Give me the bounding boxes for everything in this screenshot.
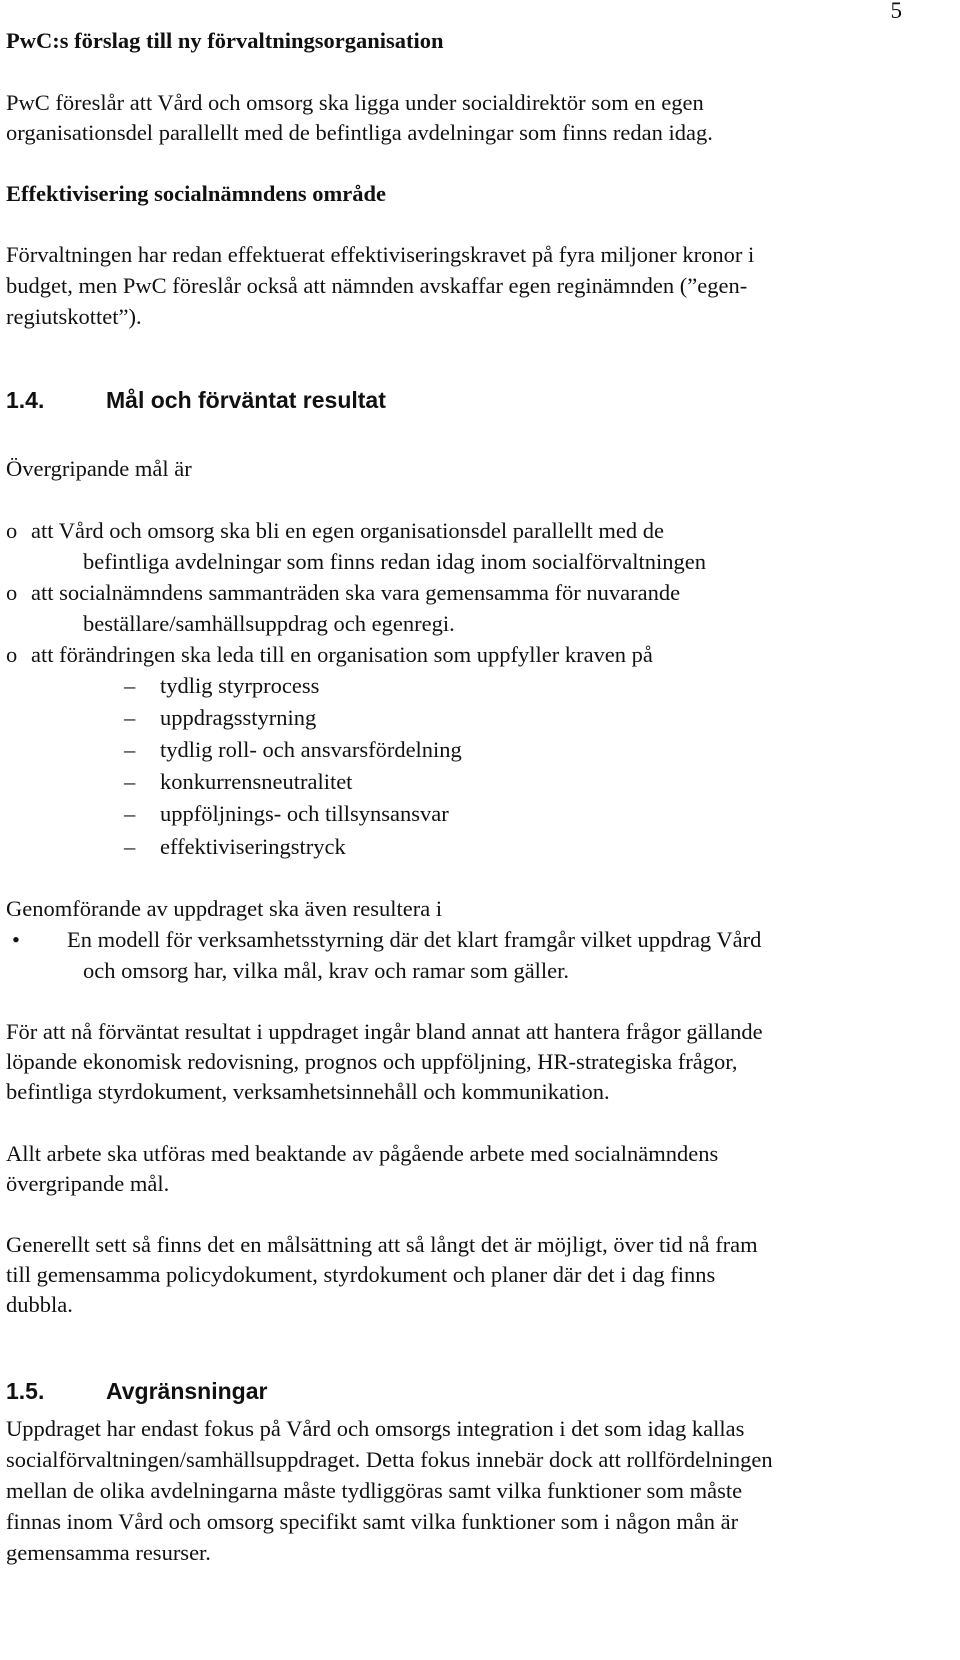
effektivisering-heading: Effektivisering socialnämndens område <box>6 181 386 206</box>
dash-marker: – <box>124 737 136 762</box>
implementation-intro: Genomförande av uppdraget ska även resultera i <box>6 896 443 921</box>
eff-para-line-1: Förvaltningen har redan effektuerat effektiviseringskravet på fyra miljoner kronor i <box>6 242 755 267</box>
sub-item <box>124 766 352 798</box>
page-number: 5 <box>890 0 902 23</box>
goals-intro: Övergripande mål är <box>6 456 192 481</box>
sub-item <box>124 702 316 734</box>
list-marker: o <box>6 518 18 543</box>
goal-line: att Vård och omsorg ska bli en egen organisationsdel parallellt med de <box>31 518 664 543</box>
implementation-bullet <box>12 924 761 956</box>
result-para-line-3: befintliga styrdokument, verksamhetsinnehåll och kommunikation. <box>6 1079 610 1104</box>
sub-item-text: uppföljnings- och tillsynsansvar <box>160 801 449 826</box>
scope-para-line-5: gemensamma resurser. <box>6 1540 211 1565</box>
dash-marker: – <box>124 769 136 794</box>
work-para-line-2: övergripande mål. <box>6 1171 170 1196</box>
scope-para-line-3: mellan de olika avdelningarna måste tydliggöras samt vilka funktioner som måste <box>6 1478 743 1503</box>
section-title: Avgränsningar <box>106 1378 268 1404</box>
scope-para-line-4: finnas inom Vård och omsorg specifikt samt vilka funktioner som i någon mån är <box>6 1509 739 1534</box>
sub-item-text: effektiviseringstryck <box>160 834 346 859</box>
result-para-line-2: löpande ekonomisk redovisning, prognos och uppföljning, HR-strategiska frågor, <box>6 1049 738 1074</box>
goal-item-1 <box>6 515 664 547</box>
general-para-line-1: Generellt sett så finns det en målsättning att så långt det är möjligt, över tid nå fram <box>6 1232 758 1257</box>
sub-item-text: tydlig styrprocess <box>160 673 320 698</box>
result-para-line-1: För att nå förväntat resultat i uppdraget ingår bland annat att hantera frågor gällande <box>6 1019 763 1044</box>
list-marker: o <box>6 642 18 667</box>
goal-item-2-cont: beställare/samhällsuppdrag och egenregi. <box>83 611 455 636</box>
dash-marker: – <box>124 801 136 826</box>
dash-marker: – <box>124 673 136 698</box>
sub-item-text: konkurrensneutralitet <box>160 769 353 794</box>
goal-item-3 <box>6 639 653 671</box>
goal-item-2 <box>6 577 680 609</box>
section-title: Mål och förväntat resultat <box>106 387 386 413</box>
bullet-line: En modell för verksamhetsstyrning där det klart framgår vilket uppdrag Vård <box>67 927 762 952</box>
pwc-heading: PwC:s förslag till ny förvaltningsorganisation <box>6 28 444 53</box>
section-number: 1.5. <box>6 1378 45 1404</box>
sub-item-text: tydlig roll- och ansvarsfördelning <box>160 737 462 762</box>
work-para-line-1: Allt arbete ska utföras med beaktande av pågående arbete med socialnämndens <box>6 1141 719 1166</box>
general-para-line-2: till gemensamma policydokument, styrdokument och planer där det i dag finns <box>6 1262 716 1287</box>
dash-marker: – <box>124 705 136 730</box>
section-number: 1.4. <box>6 387 45 413</box>
scope-para-line-2: socialförvaltningen/samhällsuppdraget. Detta fokus innebär dock att rollfördelningen <box>6 1447 773 1472</box>
sub-item <box>124 798 449 830</box>
section-heading-1-5 <box>6 1378 267 1405</box>
goal-line: att socialnämndens sammanträden ska vara gemensamma för nuvarande <box>31 580 681 605</box>
pwc-para-line-1: PwC föreslår att Vård och omsorg ska ligga under socialdirektör som en egen <box>6 90 704 115</box>
goal-line: att förändringen ska leda till en organisation som uppfyller kraven på <box>31 642 653 667</box>
sub-item <box>124 831 346 863</box>
bullet-marker: • <box>12 927 20 952</box>
sub-item <box>124 670 319 702</box>
goal-item-1-cont: befintliga avdelningar som finns redan idag inom socialförvaltningen <box>83 549 706 574</box>
list-marker: o <box>6 580 18 605</box>
general-para-line-3: dubbla. <box>6 1292 73 1317</box>
eff-para-line-2: budget, men PwC föreslår också att nämnden avskaffar egen reginämnden (”egen- <box>6 273 748 298</box>
eff-para-line-3: regiutskottet”). <box>6 304 142 329</box>
section-heading-1-4 <box>6 387 386 414</box>
dash-marker: – <box>124 834 136 859</box>
sub-item-text: uppdragsstyrning <box>160 705 317 730</box>
scope-para-line-1: Uppdraget har endast fokus på Vård och omsorgs integration i det som idag kallas <box>6 1416 745 1441</box>
pwc-para-line-2: organisationsdel parallellt med de befintliga avdelningar som finns redan idag. <box>6 120 713 145</box>
implementation-bullet-cont: och omsorg har, vilka mål, krav och ramar som gäller. <box>83 958 570 983</box>
sub-item <box>124 734 462 766</box>
